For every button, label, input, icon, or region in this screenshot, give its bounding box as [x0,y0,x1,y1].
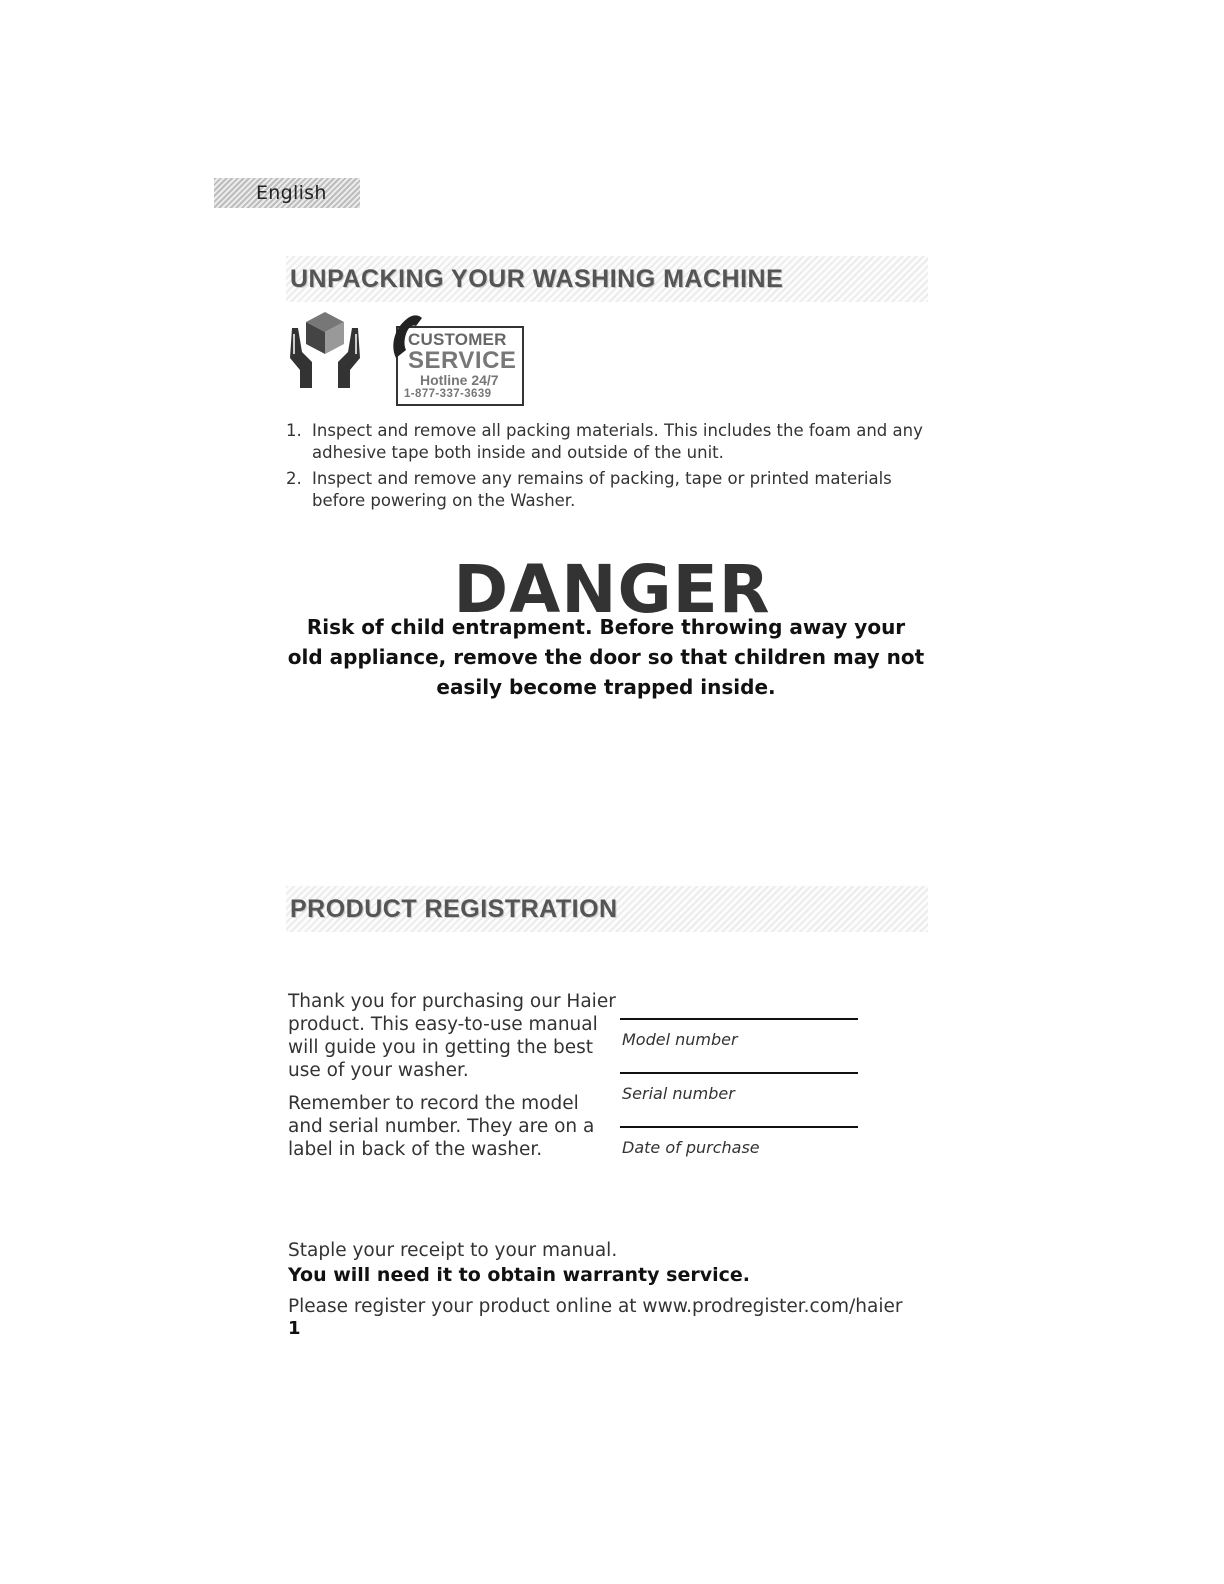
serial-number-line [620,1072,858,1074]
page-number: 1 [288,1318,301,1339]
phone-handset-icon [382,312,442,368]
warranty-notice: You will need it to obtain warranty service. [288,1264,750,1286]
serial-number-field [620,1072,858,1103]
unpacking-steps [286,420,926,516]
model-number-field [620,1018,858,1049]
badge-line-service: SERVICE [408,347,517,374]
staple-receipt-text: Staple your receipt to your manual. [288,1240,618,1261]
badge-line-phone: 1-877-337-3639 [404,388,492,400]
model-number-line [620,1018,858,1020]
registration-title: PRODUCT REGISTRATION [290,895,618,923]
online-registration-text: Please register your product online at www.prodregister.com/haier [288,1296,903,1317]
date-of-purchase-label: Date of purchase [622,1138,760,1157]
danger-warning-text: Risk of child entrapment. Before throwing away your old appliance, remove the door so that children may not easily become trapped inside. [287,615,925,699]
step-text: Inspect and remove all packing materials. This includes the foam and any adhesive tape both inside and outside of the unit. [312,421,923,462]
model-number-label: Model number [622,1030,738,1049]
badge-line-customer: CUSTOMER [408,330,507,349]
badge-line-hotline: Hotline 24/7 [420,372,499,388]
list-item [286,468,926,512]
language-tab [214,178,360,208]
intro-paragraph: Remember to record the model and serial number. They are on a label in back of the washer. [288,1093,595,1160]
step-number: 2. [286,469,302,488]
serial-number-label: Serial number [622,1084,735,1103]
unpacking-title: UNPACKING YOUR WASHING MACHINE [290,265,784,293]
language-tab-label: English [256,182,327,204]
step-number: 1. [286,421,302,440]
danger-heading: DANGER [453,551,771,628]
registration-section-header [286,886,928,932]
registration-intro [288,990,618,1171]
intro-paragraph: Thank you for purchasing our Haier product. This easy-to-use manual will guide you in getting the best use of your washer. [288,991,616,1081]
date-of-purchase-field [620,1126,858,1157]
list-item [286,420,926,464]
unpacking-section-header [286,256,928,302]
step-text: Inspect and remove any remains of packing, tape or printed materials before powering on the Washer. [312,469,892,510]
date-of-purchase-line [620,1126,858,1128]
customer-service-badge [382,312,522,404]
handle-with-care-icon [288,310,362,390]
